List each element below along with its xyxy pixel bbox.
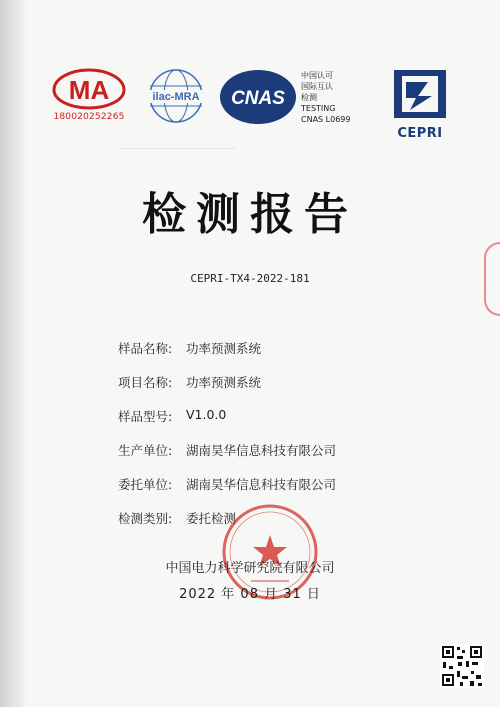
cma-mark-text: MA	[68, 75, 110, 105]
cepri-emblem-icon	[388, 68, 452, 120]
cnas-info-line: 国际互认	[301, 82, 333, 91]
page-title: 检测报告	[142, 189, 358, 240]
cma-logo	[50, 68, 128, 122]
field-value: 功率预测系统	[186, 341, 262, 356]
field-label: 样品名称:	[118, 341, 173, 356]
field-value: 功率预测系统	[186, 375, 262, 390]
field-value: 湖南昊华信息科技有限公司	[186, 443, 337, 458]
issuing-organization: 中国电力科学研究院有限公司	[165, 561, 335, 576]
cnas-text: CNAS	[231, 88, 285, 109]
field-value: V1.0.0	[186, 407, 227, 422]
cnas-info-line: 检测	[301, 93, 317, 102]
cnas-logo	[218, 68, 298, 130]
cma-number: 180020252265	[53, 112, 125, 122]
field-label: 项目名称:	[118, 375, 173, 390]
field-label: 样品型号:	[118, 409, 173, 424]
cnas-info-line: TESTING	[301, 104, 336, 113]
info-row-sample-model	[118, 407, 336, 441]
cnas-info-line: CNAS L0699	[301, 115, 351, 124]
info-row-manufacturer	[118, 441, 336, 475]
cepri-label: CEPRI	[397, 126, 443, 141]
field-value: 委托检测	[186, 511, 237, 526]
field-label: 生产单位:	[118, 443, 173, 458]
accreditation-logos	[38, 62, 478, 152]
bleed-through-text: _____________________________	[120, 140, 236, 149]
report-number: CEPRI-TX4-2022-181	[190, 272, 310, 285]
field-value: 湖南昊华信息科技有限公司	[186, 477, 337, 492]
qr-code-icon[interactable]	[440, 644, 484, 688]
issue-date: 2022 年 08 月 31 日	[179, 587, 321, 602]
cepri-logo	[388, 68, 452, 141]
cnas-info-line: 中国认可	[301, 71, 333, 80]
field-label: 委托单位:	[118, 477, 173, 492]
info-row-project-name	[118, 373, 336, 407]
info-row-sample-name	[118, 339, 336, 373]
cnas-accreditation-info	[301, 70, 350, 125]
ilac-text: ilac-MRA	[152, 91, 200, 103]
field-label: 检测类别:	[118, 511, 173, 526]
ilac-mra-logo	[140, 66, 212, 130]
